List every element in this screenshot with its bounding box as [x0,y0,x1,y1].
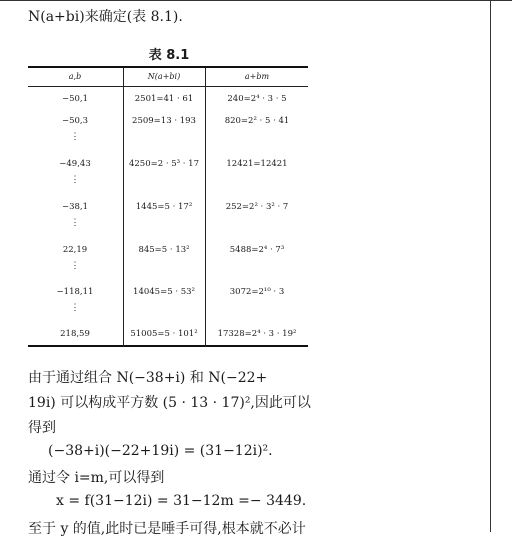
cell-norm: 4250=2 · 5³ · 17 [128,159,199,169]
right-border [490,0,491,532]
paragraph-line: 至于 y 的值,此时已是唾手可得,根本就不必计 [28,521,306,537]
cell-abm: 820=2² · 5 · 41 [224,116,290,126]
ellipsis-vertical: ⋮ [70,303,80,313]
paragraph-line: 通过令 i=m,可以得到 [28,470,165,486]
cell-ab: −118,11 [56,287,94,297]
equation: (−38+i)(−22+19i) = (31−12i)². [48,443,273,459]
table-top-rule [28,66,308,68]
equation: x = f(31−12i) = 31−12m =− 3449. [56,493,307,509]
ellipsis-vertical: ⋮ [70,261,80,271]
cell-abm: 5488=2⁴ · 7³ [229,245,285,255]
table-bottom-rule [28,345,308,347]
ellipsis-vertical: ⋮ [70,132,80,142]
paragraph-line: 由于通过组合 N(−38+i) 和 N(−22+ [28,370,268,386]
cell-norm: 14045=5 · 53² [133,287,195,297]
paragraph-line: 得到 [28,420,56,436]
table-header-norm: N(a+bi) [147,72,181,81]
table-header-ab: a,b [68,72,82,81]
table-header-rule [28,86,308,87]
cell-ab: −50,3 [61,116,89,126]
cell-ab: 218,59 [60,329,90,339]
cell-ab: −50,1 [61,94,89,104]
cell-abm: 240=2⁴ · 3 · 5 [227,94,287,104]
top-border [0,0,512,1]
cell-norm: 2509=13 · 193 [132,116,196,126]
cell-abm: 17328=2⁴ · 3 · 19² [217,329,297,339]
cell-ab: −38,1 [61,202,89,212]
table-title: 表 8.1 [148,48,190,63]
ellipsis-vertical: ⋮ [70,175,80,185]
intro-line: N(a+bi)来确定(表 8.1). [28,9,183,25]
cell-norm: 2501=41 · 61 [134,94,194,104]
ellipsis-vertical: ⋮ [70,218,80,228]
cell-norm: 1445=5 · 17² [135,202,193,212]
cell-abm: 12421=12421 [226,159,288,169]
cell-ab: 22,19 [62,245,88,255]
cell-norm: 845=5 · 13² [138,245,190,255]
cell-ab: −49,43 [59,159,91,169]
cell-norm: 51005=5 · 101² [130,329,198,339]
table-header-abm: a+bm [244,72,270,81]
cell-abm: 252=2² · 3² · 7 [225,202,289,212]
cell-abm: 3072=2¹⁰ · 3 [229,287,285,297]
paragraph-line: 19i) 可以构成平方数 (5 · 13 · 17)²,因此可以 [28,395,311,411]
